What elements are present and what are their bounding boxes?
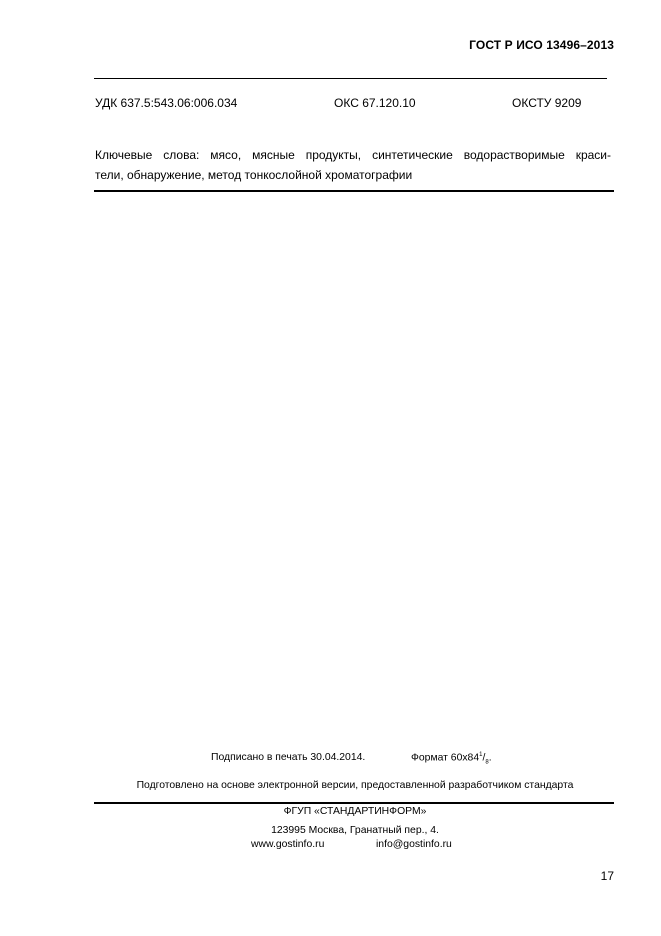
header-divider [94, 78, 607, 79]
document-header-code: ГОСТ Р ИСО 13496–2013 [469, 38, 614, 52]
publisher-website: www.gostinfo.ru [251, 839, 325, 850]
okstu-code: ОКСТУ 9209 [512, 96, 582, 110]
paper-format [411, 752, 492, 766]
page-number: 17 [600, 869, 614, 883]
format-separator: / [482, 752, 486, 764]
udk-code: УДК 637.5:543.06:006.034 [95, 96, 238, 110]
publisher-email: info@gostinfo.ru [376, 839, 452, 850]
keywords-line-2: тели, обнаружение, метод тонкослойной хроматографии [95, 168, 413, 182]
format-suffix: . [488, 752, 492, 764]
publisher-name: ФГУП «СТАНДАРТИНФОРМ» [283, 806, 427, 817]
footer-divider [94, 802, 614, 804]
prepared-note: Подготовлено на основе электронной версии, предоставленной разработчиком стандарта [136, 780, 574, 791]
format-numerator: 1 [479, 752, 483, 758]
signed-to-print: Подписано в печать 30.04.2014. [211, 752, 366, 763]
publisher-address: 123995 Москва, Гранатный пер., 4. [271, 825, 439, 836]
keywords-block [95, 145, 611, 185]
format-denominator: 8 [485, 759, 489, 766]
format-prefix: Формат 60х84 [411, 752, 480, 764]
keywords-divider [94, 190, 614, 192]
oks-code: ОКС 67.120.10 [334, 96, 416, 110]
keywords-line-1: Ключевые слова: мясо, мясные продукты, синтетические водорастворимые краси- [95, 148, 611, 162]
